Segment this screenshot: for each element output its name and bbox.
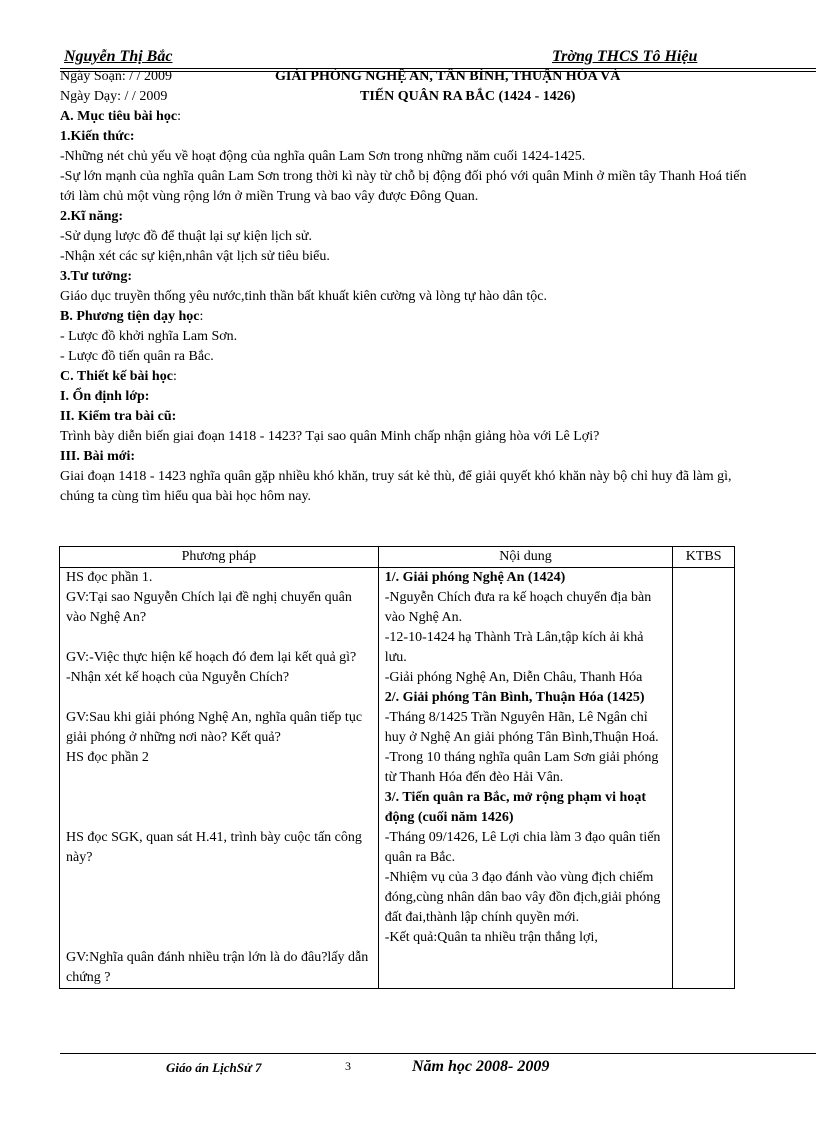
content-section-title: 3/. Tiến quân ra Bắc, mở rộng phạm vi hoạt động (cuối năm 1426) bbox=[384, 790, 646, 825]
content-item: -Trong 10 tháng nghĩa quân Lam Sơn giải phóng từ Thanh Hóa đến đèo Hải Vân. bbox=[384, 750, 659, 785]
knowledge-item: -Những nét chủ yếu về hoạt động của nghĩa quân Lam Sơn trong những năm cuối 1424-1425. bbox=[60, 149, 586, 164]
resource-item: - Lược đồ tiến quân ra Bắc. bbox=[60, 349, 214, 364]
spacer bbox=[66, 688, 372, 708]
step-1-heading: I. Ổn định lớp: bbox=[60, 389, 150, 404]
school-name: Trờng THCS Tô Hiệu bbox=[552, 48, 698, 65]
method-item: GV:-Việc thực hiện kế hoạch đó đem lại kết quả gì? bbox=[66, 650, 357, 665]
skill-item: -Nhận xét các sự kiện,nhân vật lịch sử tiêu biểu. bbox=[60, 249, 330, 264]
introduction-text: Giai đoạn 1418 - 1423 nghĩa quân gặp nhiều khó khăn, truy sát kẻ thù, để giải quyết khó khăn này bộ chỉ huy đã làm gì, chúng ta cùng tìm hiểu qua bài học hôm nay. bbox=[60, 469, 732, 504]
table-row bbox=[60, 568, 735, 989]
skill-heading: 2.Kĩ năng: bbox=[60, 209, 124, 224]
header-content: Nội dung bbox=[378, 547, 672, 568]
lesson-title-line-2: TIẾN QUÂN RA BẮC (1424 - 1426) bbox=[360, 89, 576, 104]
method-item: HS đọc phần 1. bbox=[66, 570, 153, 585]
spacer bbox=[66, 888, 372, 908]
method-item: GV:Tại sao Nguyễn Chích lại đề nghị chuyển quân vào Nghệ An? bbox=[66, 590, 352, 625]
table-header-row bbox=[60, 547, 735, 568]
step-2-heading: II. Kiểm tra bài cũ: bbox=[60, 409, 177, 424]
content-section-title: 1/. Giải phóng Nghệ An (1424) bbox=[384, 570, 566, 585]
spacer bbox=[66, 908, 372, 928]
spacer bbox=[66, 628, 372, 648]
knowledge-item: -Sự lớn mạnh của nghĩa quân Lam Sơn trong thời kì này từ chỗ bị động đối phó với quân Minh ở miền tây Thanh Hoá tiến tới làm chủ một vùng rộng lớn ở miền Trung và bao vây được Đông Quan. bbox=[60, 169, 747, 204]
knowledge-heading: 1.Kiến thức: bbox=[60, 129, 135, 144]
content-item: -Kết quả:Quân ta nhiều trận thắng lợi, bbox=[384, 930, 598, 945]
ktbs-cell bbox=[673, 568, 735, 989]
footer-school-year: Năm học 2008- 2009 bbox=[412, 1058, 550, 1075]
spacer bbox=[66, 808, 372, 828]
spacer bbox=[66, 788, 372, 808]
content-item: -Giải phóng Nghệ An, Diễn Châu, Thanh Hóa bbox=[384, 670, 643, 685]
section-b-heading: B. Phương tiện dạy học: bbox=[60, 309, 204, 324]
step-3-heading: III. Bài mới: bbox=[60, 449, 136, 464]
section-c-heading: C. Thiết kế bài học: bbox=[60, 369, 177, 384]
resource-item: - Lược đồ khởi nghĩa Lam Sơn. bbox=[60, 329, 238, 344]
teach-date: Ngày Dạy: / / 2009 bbox=[60, 89, 168, 104]
author-name: Nguyễn Thị Bắc bbox=[64, 48, 173, 65]
section-a-heading: A. Mục tiêu bài học: bbox=[60, 109, 181, 124]
footer-course: Giáo án LịchSử 7 bbox=[166, 1060, 262, 1075]
prep-date: Ngày Soạn: / / 2009 bbox=[60, 69, 172, 84]
content-item: -Nguyễn Chích đưa ra kế hoạch chuyển địa bàn vào Nghệ An. bbox=[384, 590, 652, 625]
spacer bbox=[66, 768, 372, 788]
spacer bbox=[66, 928, 372, 948]
content-item: -Nhiệm vụ của 3 đạo đánh vào vùng địch chiếm đóng,cùng nhân dân bao vây đồn địch,giải phóng đất đai,thành lập chính quyền mới. bbox=[384, 870, 661, 925]
skill-item: -Sử dụng lược đồ để thuật lại sự kiện lịch sử. bbox=[60, 229, 312, 244]
thought-heading: 3.Tư tưởng: bbox=[60, 269, 133, 284]
content-item: -Tháng 09/1426, Lê Lợi chia làm 3 đạo quân tiến quân ra Bắc. bbox=[384, 830, 661, 865]
method-item: HS đọc SGK, quan sát H.41, trình bày cuộc tấn công này? bbox=[66, 830, 362, 865]
spacer bbox=[66, 868, 372, 888]
thought-item: Giáo dục truyền thống yêu nước,tinh thần bất khuất kiên cường và lòng tự hào dân tộc. bbox=[60, 289, 548, 304]
content-item: -12-10-1424 hạ Thành Trà Lân,tập kích ải khả lưu. bbox=[384, 630, 644, 665]
method-item: GV:Nghĩa quân đánh nhiều trận lớn là do đâu?lấy dẫn chứng ? bbox=[66, 950, 369, 985]
content-item: -Tháng 8/1425 Trần Nguyên Hãn, Lê Ngân chỉ huy ở Nghệ An giải phóng Tân Bình,Thuận Hoá. bbox=[384, 710, 659, 745]
method-cell bbox=[60, 568, 379, 989]
method-item: -Nhận xét kế hoạch của Nguyễn Chích? bbox=[66, 670, 290, 685]
review-question: Trình bày diễn biến giai đoạn 1418 - 1423? Tại sao quân Minh chấp nhận giảng hòa với Lê Lợi? bbox=[60, 429, 600, 444]
method-item: HS đọc phần 2 bbox=[66, 750, 149, 765]
header-method: Phương pháp bbox=[60, 547, 379, 568]
lesson-title-line-1: GIẢI PHÓNG NGHỆ AN, TÂN BÌNH, THUẬN HÓA VÀ bbox=[275, 69, 621, 84]
lesson-body bbox=[60, 107, 760, 507]
method-item: GV:Sau khi giải phóng Nghệ An, nghĩa quân tiếp tục giải phóng ở những nơi nào? Kết quả? bbox=[66, 710, 363, 745]
lesson-table bbox=[59, 546, 735, 989]
content-cell bbox=[378, 568, 672, 989]
content-section-title: 2/. Giải phóng Tân Bình, Thuận Hóa (1425) bbox=[384, 690, 645, 705]
footer-rule bbox=[60, 1053, 816, 1054]
header-ktbs: KTBS bbox=[673, 547, 735, 568]
page-number: 3 bbox=[345, 1059, 351, 1073]
